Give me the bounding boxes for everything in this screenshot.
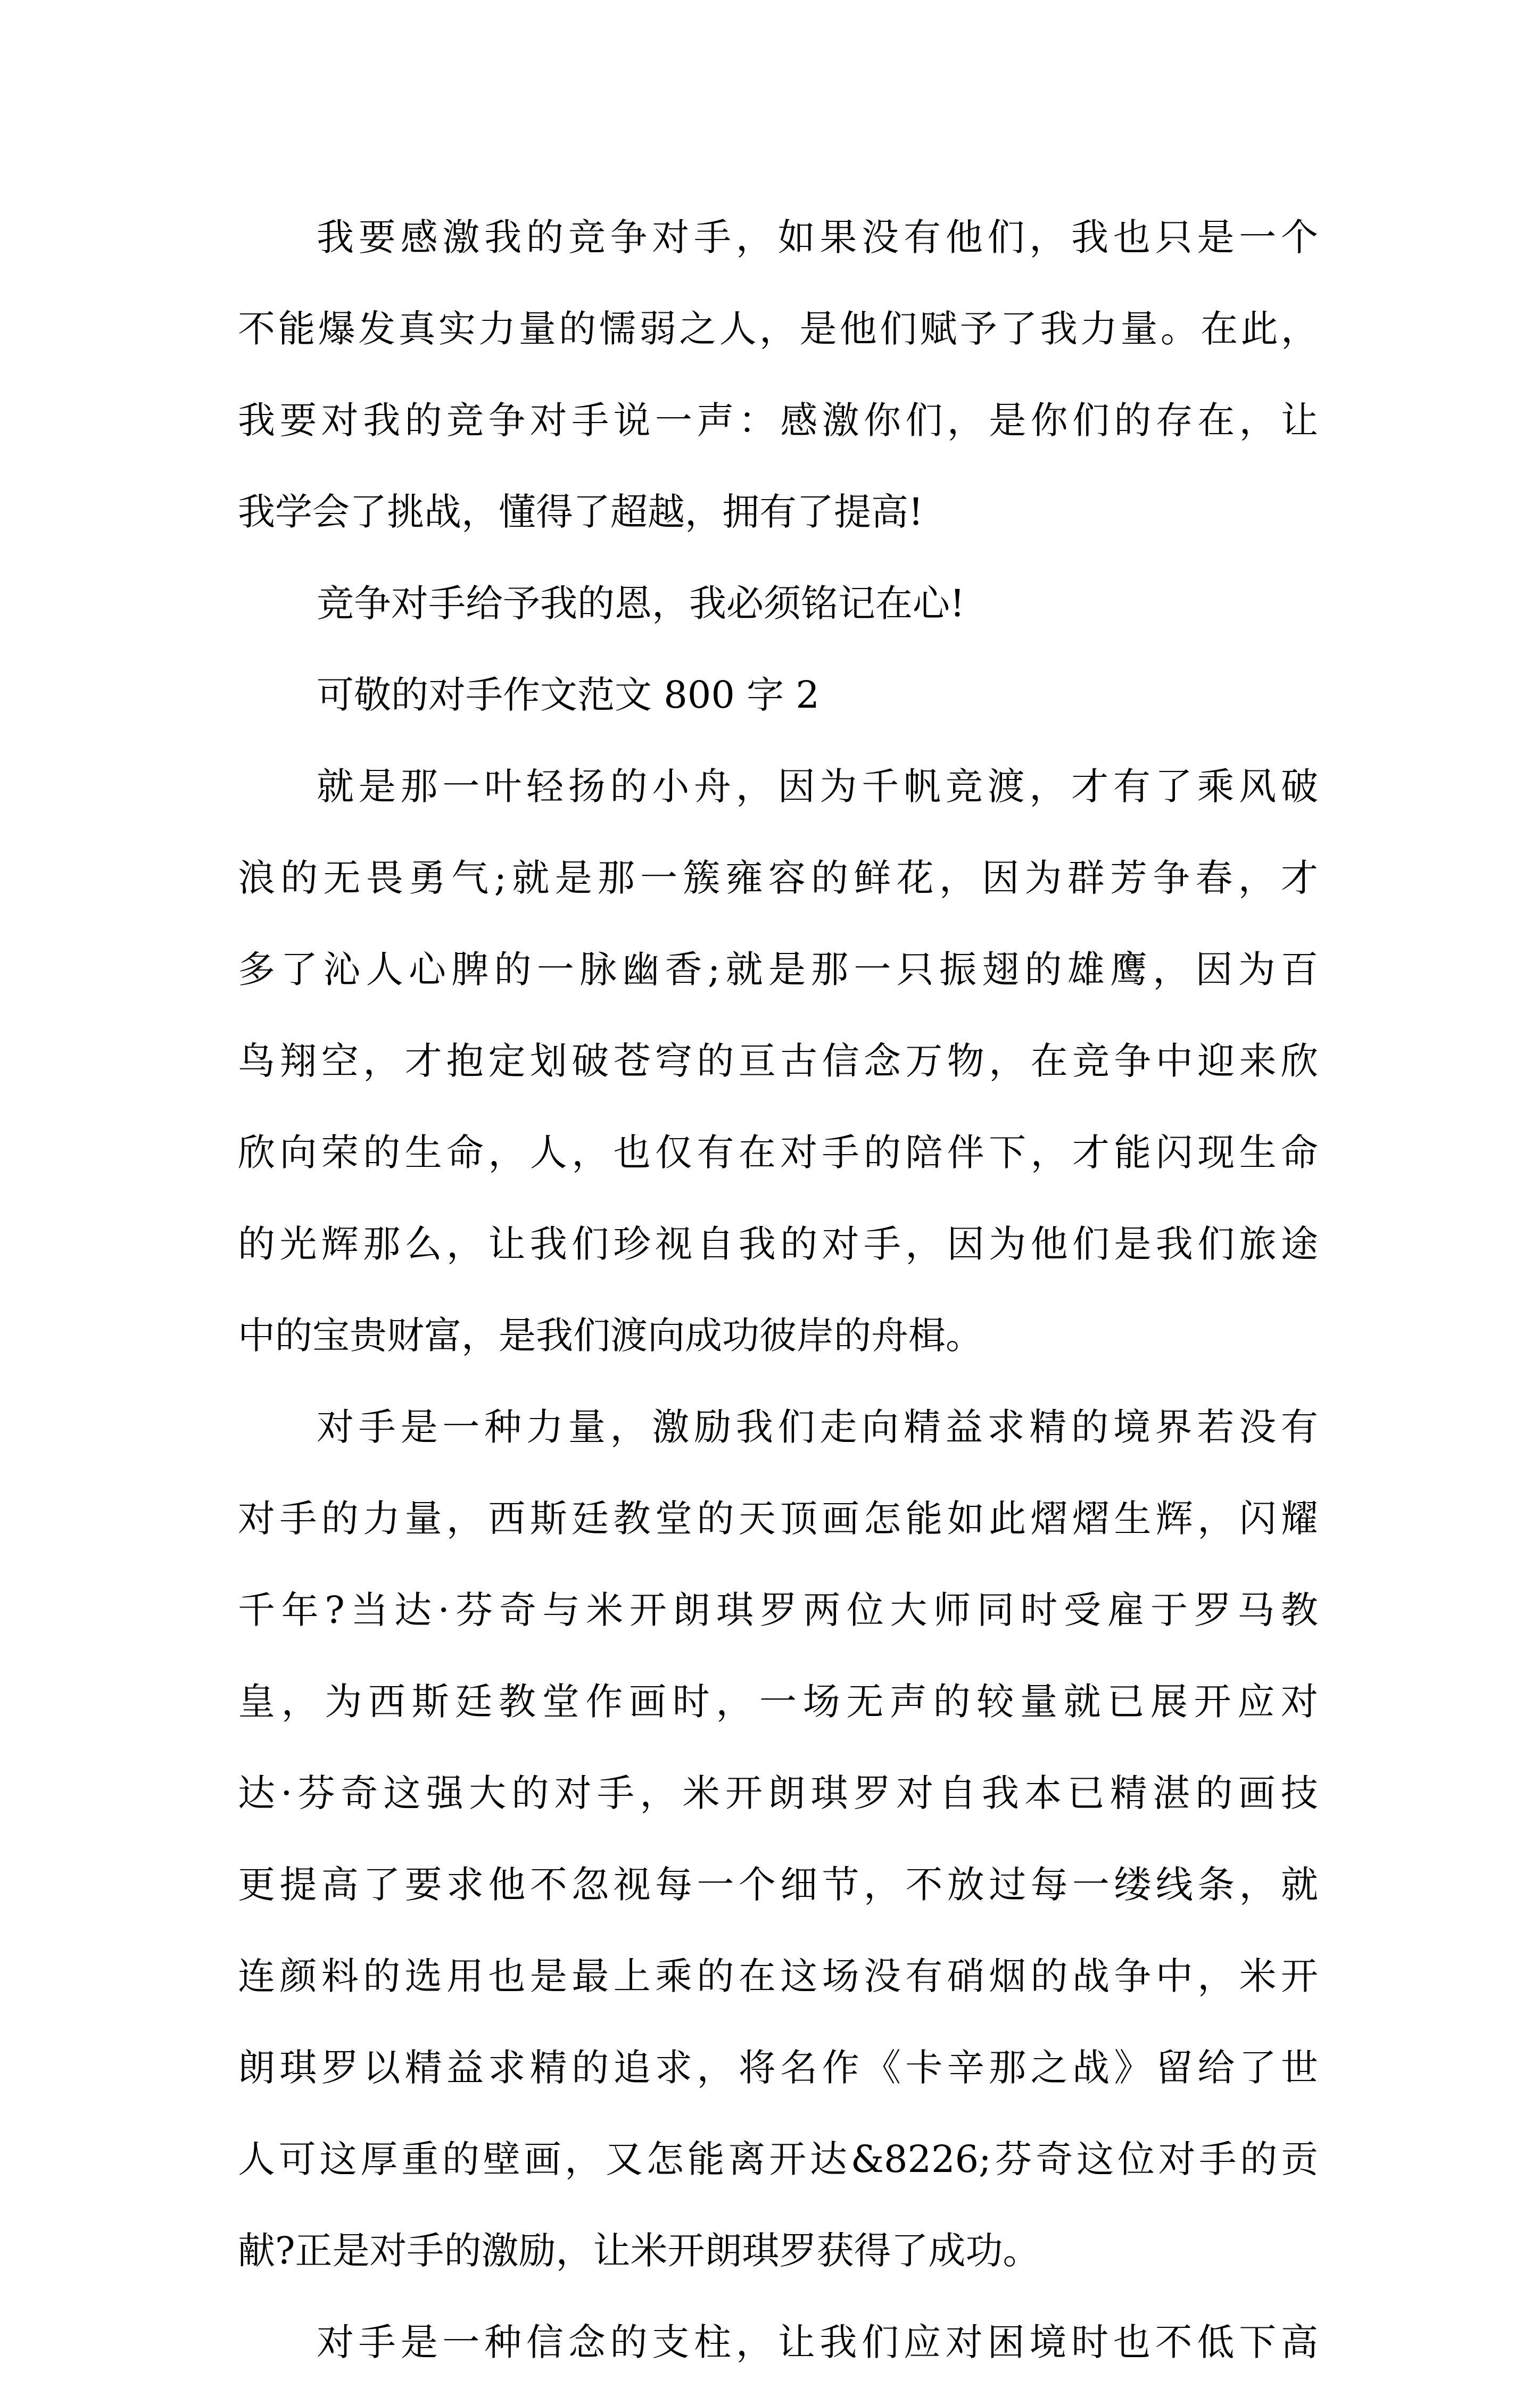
text-line: 浪的无畏勇气;就是那一簇雍容的鲜花，因为群芳争春，才 (238, 856, 1318, 900)
text-line: 献?正是对手的激励，让米开朗琪罗获得了成功。 (238, 2229, 1040, 2273)
text-line: 中的宝贵财富，是我们渡向成功彼岸的舟楫。 (238, 1314, 983, 1357)
text-line: 的光辉那么，让我们珍视自我的对手，因为他们是我们旅途 (238, 1222, 1318, 1266)
text-line: 可敬的对手作文范文 800 字 2 (317, 673, 819, 717)
text-line: 多了沁人心脾的一脉幽香;就是那一只振翅的雄鹰，因为百 (238, 948, 1318, 991)
text-line: 我要对我的竞争对手说一声：感激你们，是你们的存在，让 (238, 399, 1318, 442)
text-line: 皇，为西斯廷教堂作画时，一场无声的较量就已展开应对 (238, 1680, 1318, 1723)
text-line: 连颜料的选用也是最上乘的在这场没有硝烟的战争中，米开 (238, 1954, 1318, 1998)
text-line: 对手的力量，西斯廷教堂的天顶画怎能如此熠熠生辉，闪耀 (238, 1497, 1318, 1540)
text-line: 对手是一种信念的支柱，让我们应对困境时也不低下高 (317, 2320, 1318, 2364)
text-line: 欣向荣的生命，人，也仅有在对手的陪伴下，才能闪现生命 (238, 1131, 1318, 1174)
text-line: 我学会了挑战，懂得了超越，拥有了提高! (238, 490, 924, 534)
document-body (238, 192, 1318, 2388)
text-line: 竞争对手给予我的恩，我必须铭记在心! (317, 582, 965, 625)
text-line: 达·芬奇这强大的对手，米开朗琪罗对自我本已精湛的画技 (238, 1771, 1318, 1815)
text-line: 不能爆发真实力量的懦弱之人，是他们赋予了我力量。在此， (238, 307, 1318, 351)
text-line: 更提高了要求他不忽视每一个细节，不放过每一缕线条，就 (238, 1863, 1318, 1906)
text-line: 鸟翔空，才抱定划破苍穹的亘古信念万物，在竞争中迎来欣 (238, 1039, 1318, 1083)
text-line: 千年?当达·芬奇与米开朗琪罗两位大师同时受雇于罗马教 (238, 1588, 1318, 1632)
text-line: 朗琪罗以精益求精的追求，将名作《卡辛那之战》留给了世 (238, 2046, 1318, 2090)
text-line: 我要感激我的竞争对手，如果没有他们，我也只是一个 (317, 215, 1318, 259)
text-line: 人可这厚重的壁画，又怎能离开达&8226;芬奇这位对手的贡 (238, 2137, 1318, 2181)
text-line: 对手是一种力量，激励我们走向精益求精的境界若没有 (317, 1405, 1318, 1449)
text-line: 就是那一叶轻扬的小舟，因为千帆竞渡，才有了乘风破 (317, 765, 1318, 808)
